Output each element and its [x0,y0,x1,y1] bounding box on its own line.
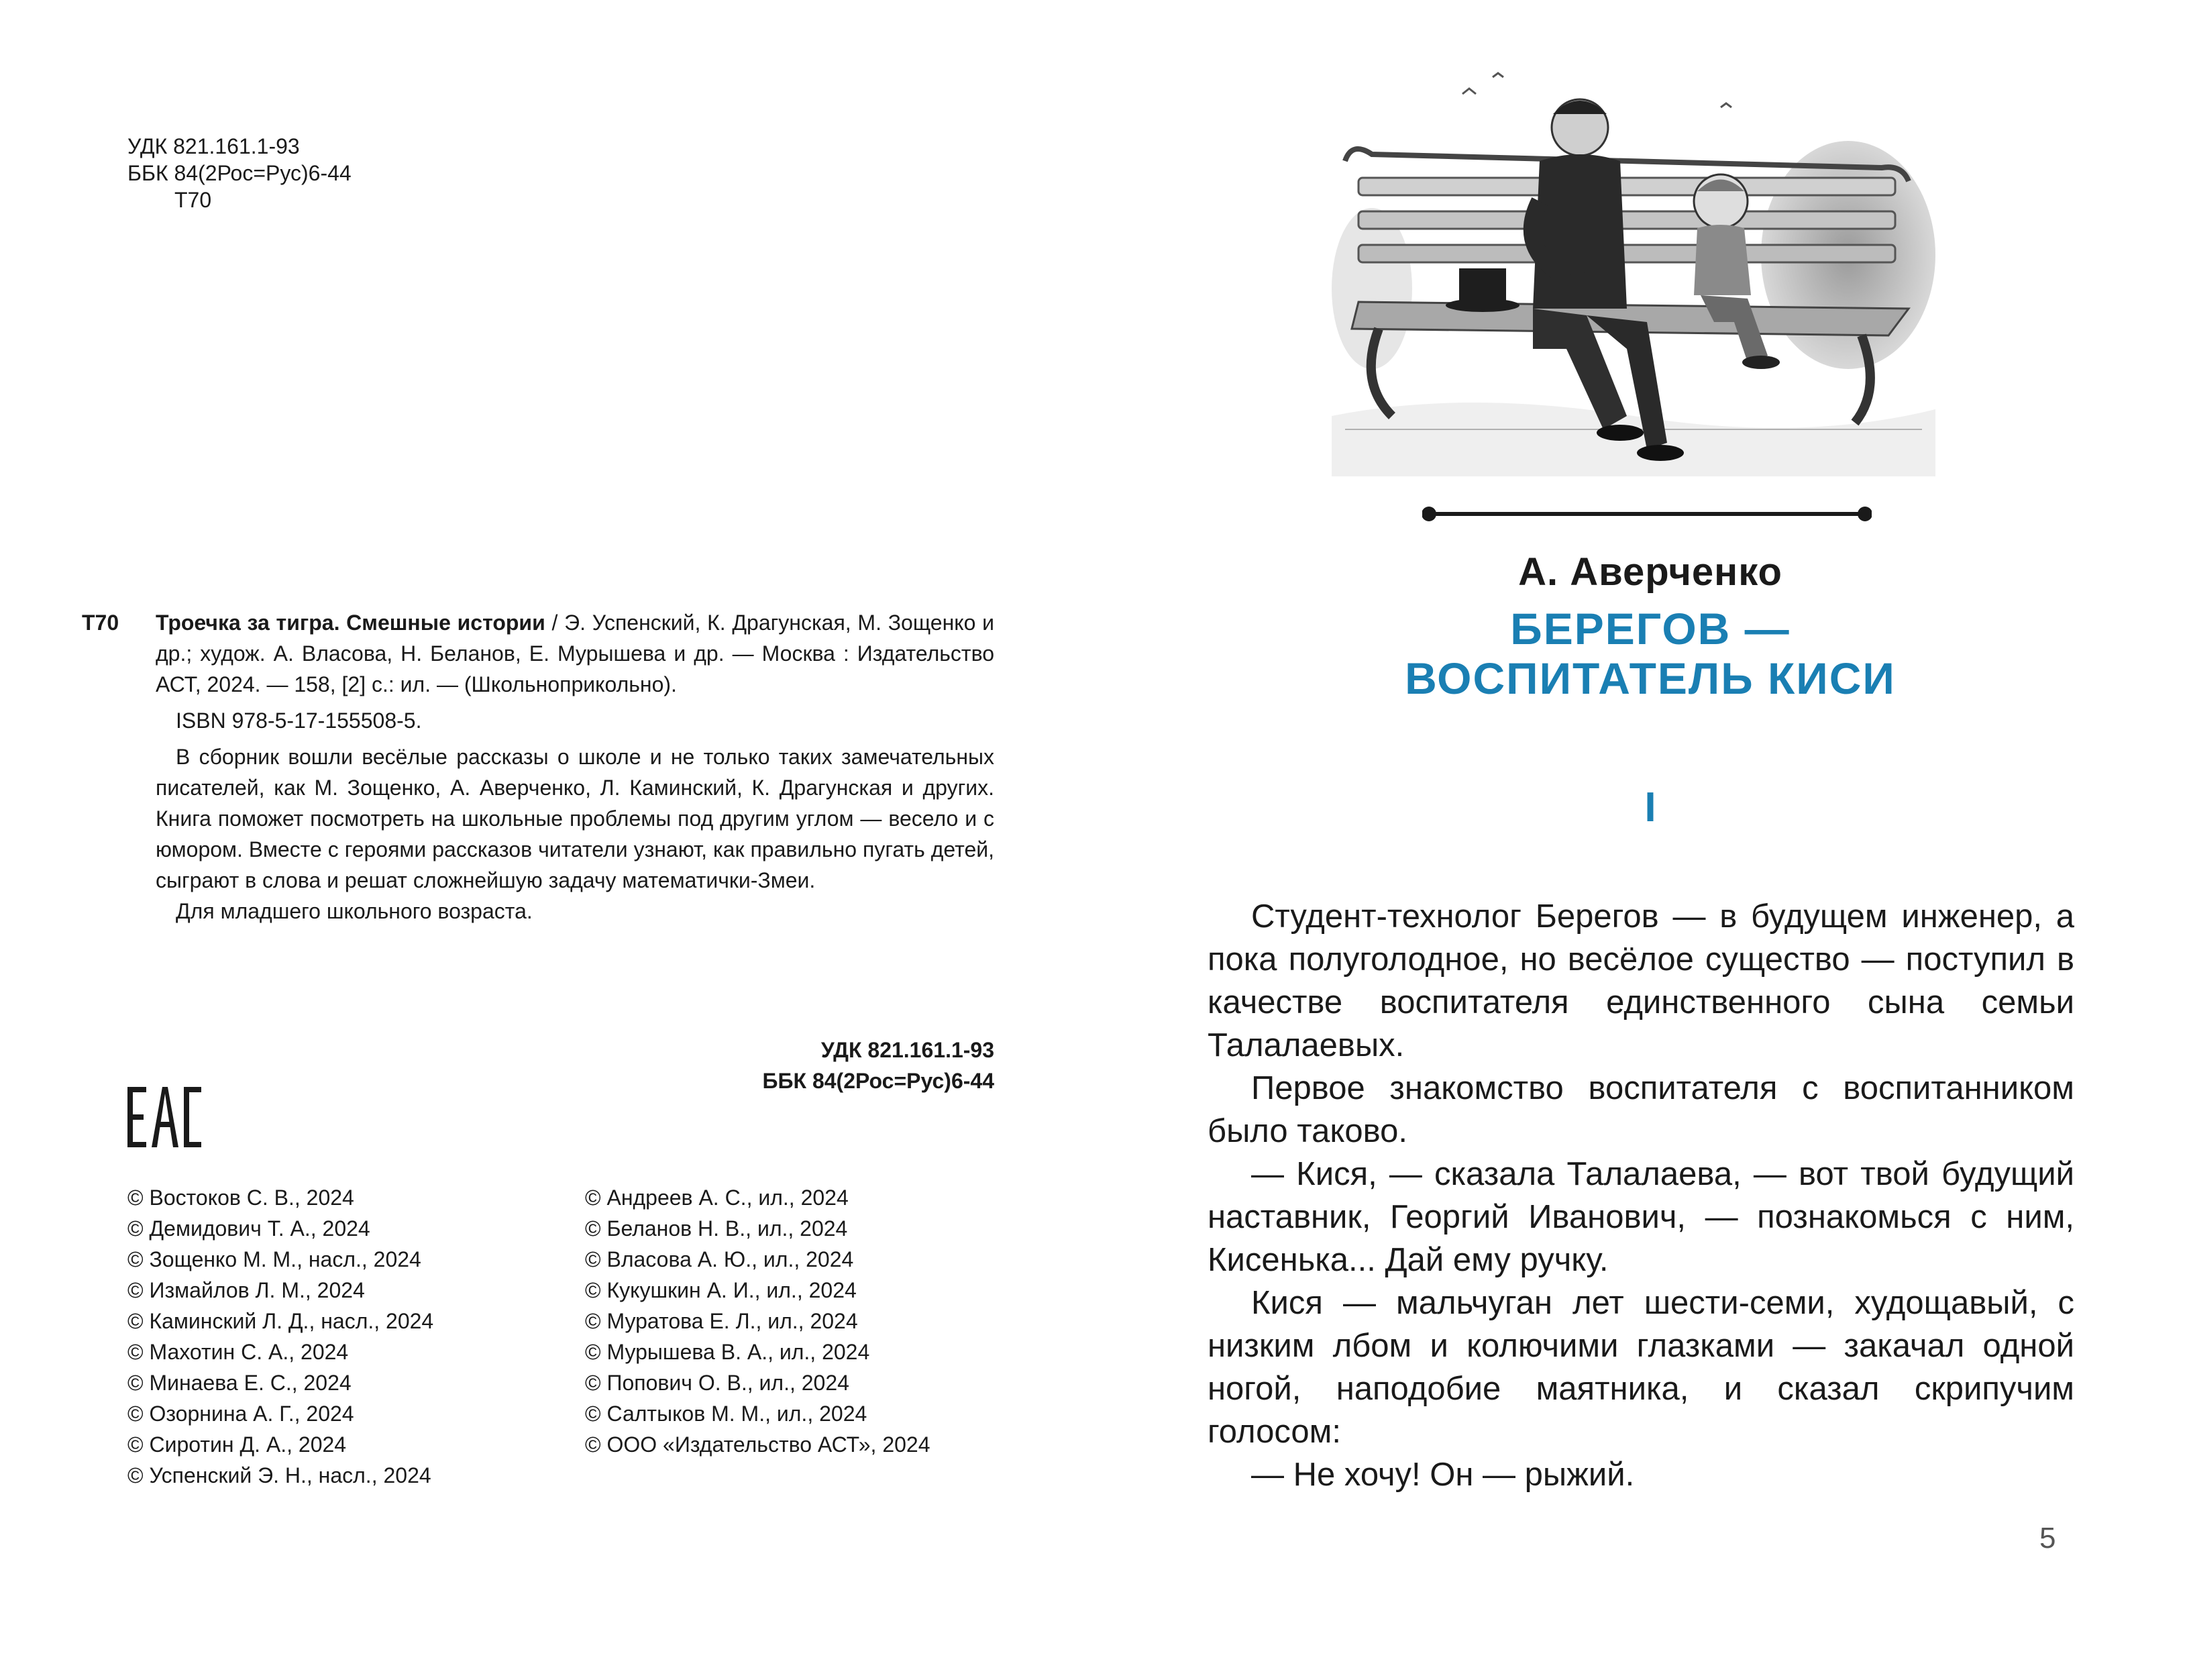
story-title-line-2: ВОСПИТАТЕЛЬ КИСИ [1405,653,1896,703]
paragraph: — Кися, — сказала Талалаева, — вот твой будущий наставник, Георгий Иванович, — познакомься с ним, Кисенька... Дай ему ручку. [1208,1156,2074,1278]
copyright-line: © Измайлов Л. М., 2024 [127,1278,365,1302]
copyrights-authors [127,1182,433,1491]
copyright-line: © Востоков С. В., 2024 [127,1186,354,1210]
chapter-number: I [1644,784,1656,831]
bbk-code-footer: ББК 84(2Рос=Рус)6-44 [762,1069,994,1093]
paragraph: Первое знакомство воспитателя с воспитанником было таково. [1208,1070,2074,1149]
copyright-line: © Махотин С. А., 2024 [127,1340,349,1364]
copyright-line: © Муратова Е. Л., ил., 2024 [585,1309,858,1333]
annotation: В сборник вошли весёлые рассказы о школе и не только таких замечательных писателей, как М. Зощенко, А. Аверченко, Л. Каминский, К. Драгунская и других. Книга поможет посмотреть на школьные проблемы под другим углом — весело и с юмором. Вместе с героями рассказов читатели узнают, как правильно пугать детей, сыграют в слова и решат сложнейшую задачу математички-Змеи. [156,745,994,892]
copyright-line: © Сиротин Д. А., 2024 [127,1432,347,1457]
page-number: 5 [2039,1522,2056,1555]
paragraph: — Не хочу! Он — рыжий. [1251,1457,1635,1493]
udk-code-footer: УДК 821.161.1-93 [820,1038,994,1062]
copyright-line: © Демидович Т. А., 2024 [127,1216,370,1241]
story-title [1335,604,1966,703]
catalog-code: Т70 [82,611,119,635]
story-author: А. Аверченко [1518,550,1782,594]
author-index: Т70 [174,188,212,212]
copyright-line: © Кукушкин А. И., ил., 2024 [585,1278,857,1302]
story-text [1208,895,2074,1496]
age-rating: Для младшего школьного возраста. [176,899,533,923]
copyright-line: © Беланов Н. В., ил., 2024 [585,1216,848,1241]
copyright-line: © Озорнина А. Г., 2024 [127,1402,354,1426]
book-description: / Э. Успенский, К. Драгунская, М. Зощенко и др.; худож. А. Власова, Н. Беланов, Е. Мурышева и др. — Москва : Издательство АСТ, 2024. — 158, [2] с.: ил. — (Школьноприкольно). [156,611,995,696]
copyright-line: © Салтыков М. М., ил., 2024 [585,1402,867,1426]
bbk-code: ББК 84(2Рос=Рус)6-44 [127,161,352,185]
illustration-bench-scene [1332,67,1935,476]
copyright-line: © Минаева Е. С., 2024 [127,1371,352,1395]
udk-header [127,133,352,213]
copyright-line: © Власова А. Ю., ил., 2024 [585,1247,854,1271]
copyright-line: © Андреев А. С., ил., 2024 [585,1186,849,1210]
copyright-line: © Попович О. В., ил., 2024 [585,1371,849,1395]
catalog-entry [82,607,994,927]
udk-code: УДК 821.161.1-93 [127,134,300,158]
copyright-line: © Зощенко М. М., насл., 2024 [127,1247,421,1271]
udk-footer [763,1035,994,1096]
title-divider [1422,505,1872,523]
story-title-line-1: БЕРЕГОВ — [1510,604,1791,653]
eac-certification-icon [127,1087,201,1147]
copyright-line: © Каминский Л. Д., насл., 2024 [127,1309,434,1333]
book-title: Троечка за тигра. Смешные истории [156,611,545,635]
catalog-description [82,607,994,700]
copyright-line: © Мурышева В. А., ил., 2024 [585,1340,870,1364]
paragraph: Студент-технолог Берегов — в будущем инженер, а пока полуголодное, но весёлое существо — поступил в качестве воспитателя единственного сына семьи Талалаевых. [1208,898,2074,1063]
copyrights-illustrators [585,1182,930,1460]
isbn: ISBN 978-5-17-155508-5. [176,708,422,733]
copyright-line: © Успенский Э. Н., насл., 2024 [127,1463,431,1487]
copyright-line: © ООО «Издательство АСТ», 2024 [585,1432,930,1457]
paragraph: Кися — мальчуган лет шести-семи, худощавый, с низким лбом и колючими глазками — закачал одной ногой, наподобие маятника, и сказал скрипучим голосом: [1208,1285,2074,1450]
